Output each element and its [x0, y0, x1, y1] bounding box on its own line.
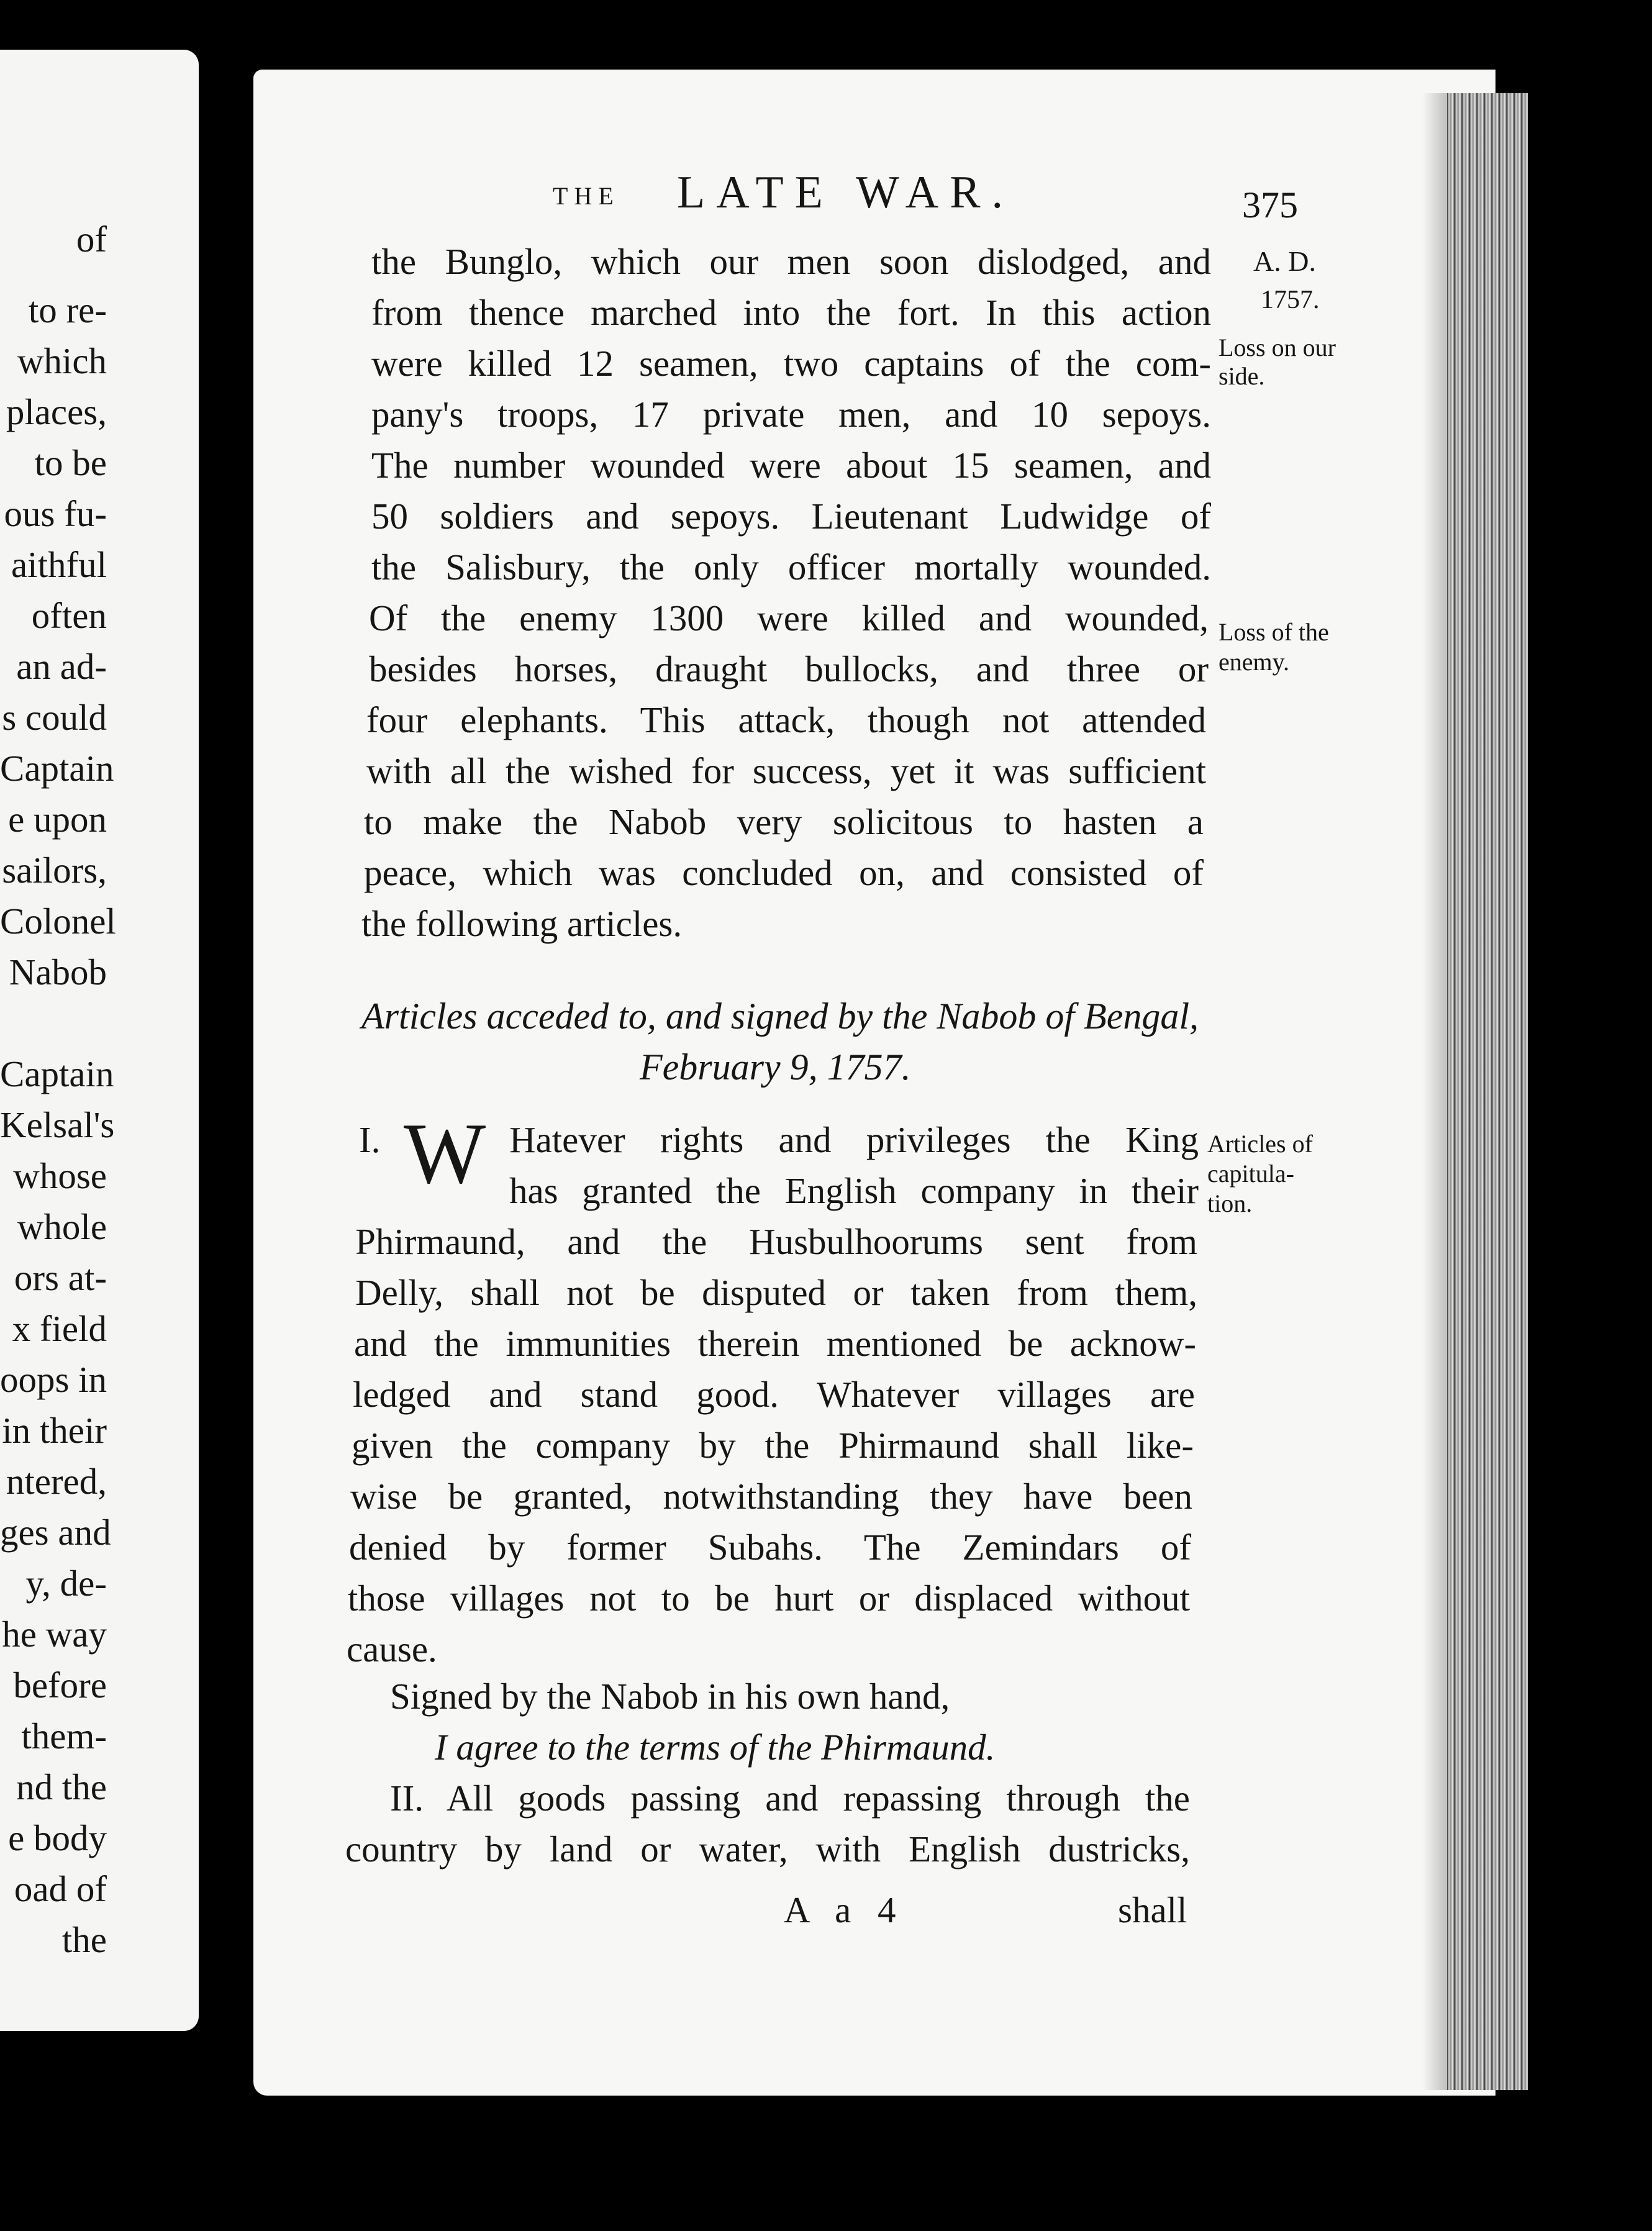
- left-page-line: ntered,: [6, 1461, 107, 1502]
- body-line: with all the wished for success, yet it was sufficient: [366, 750, 1206, 791]
- left-page-line: whole: [17, 1206, 107, 1247]
- signature-mark: A a 4: [784, 1889, 905, 1930]
- body-line: four elephants. This attack, though not attended: [366, 699, 1206, 740]
- margin-date-year: 1757.: [1261, 286, 1320, 314]
- left-page-line: e body: [8, 1817, 107, 1858]
- left-page-line: oops in: [0, 1359, 107, 1400]
- body-line: besides horses, draught bullocks, and three or: [369, 648, 1209, 689]
- body-line: Delly, shall not be disputed or taken from them,: [355, 1272, 1197, 1313]
- left-page-line: before: [13, 1665, 107, 1706]
- running-head-title: LATE WAR.: [677, 167, 1014, 218]
- articles-heading-date: February 9, 1757.: [640, 1047, 911, 1088]
- book-page-edges: [1447, 93, 1528, 2090]
- body-line: country by land or water, with English dustricks,: [345, 1829, 1190, 1870]
- left-page-line: Captain: [0, 1053, 114, 1094]
- margin-note-articles: tion.: [1207, 1189, 1253, 1217]
- body-line: were killed 12 seamen, two captains of the com-: [371, 343, 1211, 384]
- left-page-line: x field: [12, 1308, 107, 1349]
- margin-note-loss-our-side: side.: [1219, 362, 1265, 390]
- catchword: shall: [1118, 1889, 1187, 1930]
- left-page-line: them-: [21, 1715, 107, 1756]
- left-page-line: Nabob: [9, 952, 107, 993]
- left-page-line: ous fu-: [4, 493, 107, 534]
- body-line: peace, which was concluded on, and consisted of: [364, 852, 1204, 893]
- margin-note-loss-our-side: Loss on our: [1219, 334, 1336, 361]
- body-line: and the immunities therein mentioned be acknow-: [354, 1323, 1196, 1364]
- body-line: 50 soldiers and sepoys. Lieutenant Ludwidge of: [371, 496, 1211, 537]
- left-page-line: e upon: [8, 799, 107, 840]
- body-line: those villages not to be hurt or displaced without: [348, 1578, 1190, 1619]
- body-line: pany's troops, 17 private men, and 10 sepoys.: [371, 394, 1211, 435]
- left-page-line: of: [76, 219, 107, 260]
- left-page-line: Kelsal's: [0, 1104, 115, 1145]
- left-page-line: to re-: [28, 289, 107, 330]
- running-head-article: THE: [553, 182, 620, 210]
- body-line: the Salisbury, the only officer mortally wounded.: [371, 547, 1211, 588]
- left-page-line: y, de-: [25, 1563, 107, 1604]
- left-page-line: the: [61, 1919, 107, 1960]
- body-line: from thence marched into the fort. In this action: [371, 292, 1211, 333]
- page-edge-shadow: [1422, 93, 1450, 2090]
- left-page-line: nd the: [16, 1766, 107, 1807]
- margin-note-loss-enemy: Loss of the: [1219, 618, 1329, 646]
- left-page-line: often: [31, 595, 107, 636]
- body-line: given the company by the Phirmaund shall like-: [352, 1425, 1194, 1466]
- left-page-line: an ad-: [16, 646, 107, 687]
- left-page-line: Captain: [0, 748, 114, 789]
- left-page-line: which: [17, 340, 107, 381]
- body-line: Hatever rights and privileges the King: [509, 1119, 1199, 1160]
- left-page-line: Colonel: [0, 901, 116, 942]
- left-page-line: oad of: [14, 1868, 107, 1909]
- body-line: ledged and stand good. Whatever villages are: [353, 1374, 1195, 1415]
- signed-line: Signed by the Nabob in his own hand,: [390, 1676, 950, 1717]
- margin-note-loss-enemy: enemy.: [1219, 648, 1290, 676]
- left-page-line: in their: [2, 1410, 107, 1451]
- body-line: cause.: [347, 1629, 437, 1670]
- margin-note-articles: capitula-: [1207, 1160, 1294, 1188]
- body-line: Of the enemy 1300 were killed and wounded,: [369, 598, 1209, 638]
- body-line: II. All goods passing and repassing through the: [390, 1778, 1190, 1819]
- body-line: the following articles.: [361, 903, 683, 944]
- body-line: the Bunglo, which our men soon dislodged, and: [371, 241, 1211, 282]
- drop-cap: W: [404, 1106, 486, 1202]
- page-number: 375: [1242, 184, 1298, 225]
- left-page-line: whose: [13, 1155, 107, 1196]
- articles-heading: Articles acceded to, and signed by the Nabob of Bengal,: [361, 996, 1199, 1037]
- agree-line: I agree to the terms of the Phirmaund.: [435, 1727, 996, 1768]
- body-line: to make the Nabob very solicitous to hasten a: [364, 801, 1204, 842]
- left-page-line: aithful: [11, 544, 107, 585]
- left-page-line: s could: [2, 697, 107, 738]
- left-page-line: sailors,: [2, 850, 107, 891]
- left-page-line: places,: [6, 391, 107, 432]
- article-numeral: I.: [359, 1119, 381, 1160]
- body-line: The number wounded were about 15 seamen, and: [371, 445, 1211, 486]
- body-line: denied by former Subahs. The Zemindars of: [349, 1527, 1191, 1568]
- body-line: Phirmaund, and the Husbulhoorums sent from: [355, 1221, 1197, 1262]
- body-line: wise be granted, notwithstanding they have been: [350, 1476, 1192, 1517]
- left-page-line: ges and: [0, 1512, 111, 1553]
- left-page-line: he way: [2, 1614, 107, 1655]
- left-page-line: ors at-: [14, 1257, 107, 1298]
- left-facing-page: [0, 50, 199, 2031]
- margin-note-articles: Articles of: [1207, 1130, 1313, 1158]
- body-line: has granted the English company in their: [509, 1170, 1199, 1211]
- margin-date-label: A. D.: [1253, 245, 1316, 277]
- left-page-line: to be: [34, 442, 107, 483]
